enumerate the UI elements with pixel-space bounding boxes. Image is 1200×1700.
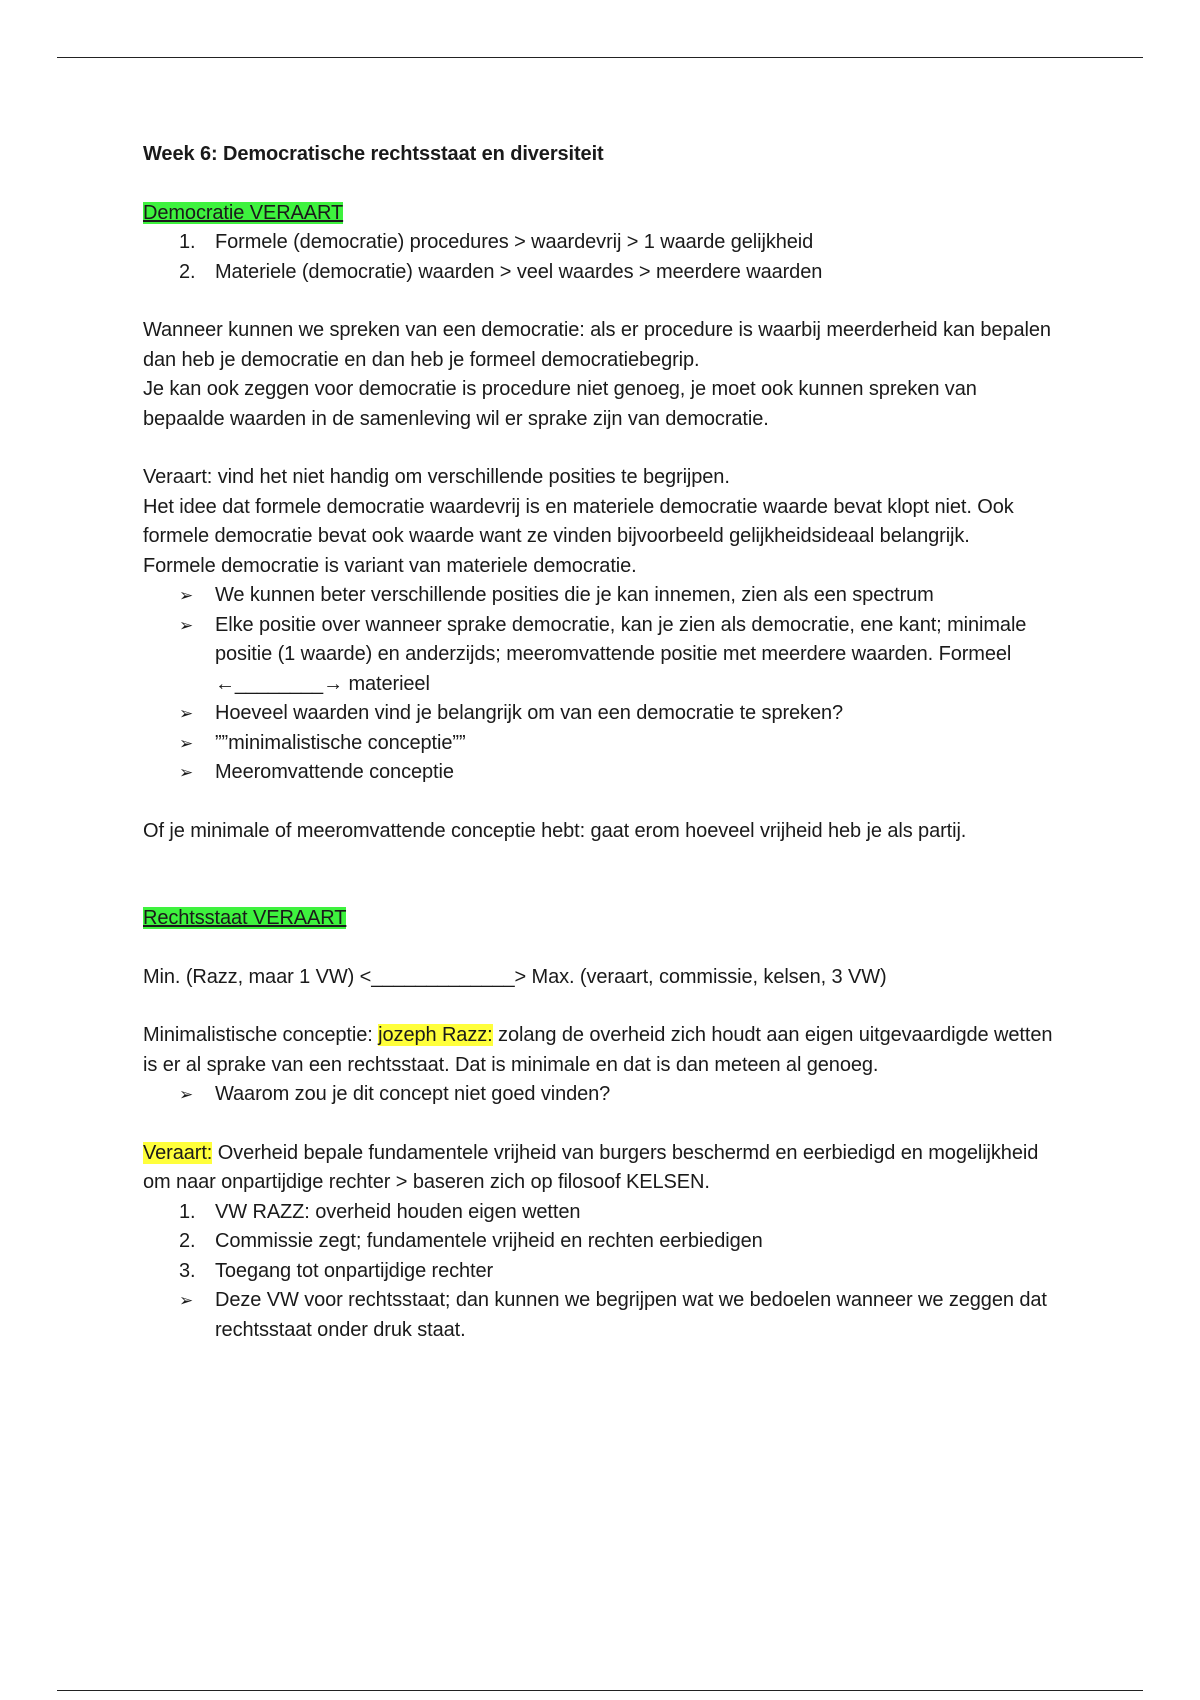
bullet-list — [143, 581, 1053, 788]
list-number: 2. — [179, 1230, 196, 1252]
list-text: Elke positie over wanneer sprake democratie, kan je zien als democratie, ene kant; minimale positie (1 waarde) en anderzijds; meeromvattende positie met meerdere waarden. Formeel ←________→ materieel — [215, 613, 1027, 695]
list-text: Deze VW voor rechtsstaat; dan kunnen we begrijpen wat we bedoelen wanneer we zeggen dat rechtsstaat onder druk staat. — [215, 1289, 1047, 1341]
list-item — [143, 611, 1053, 700]
scale-line: Min. (Razz, maar 1 VW) <_____________> Max. (veraart, commissie, kelsen, 3 VW) — [143, 965, 887, 988]
bullet-list — [143, 1080, 1053, 1110]
arrow-bullet-icon: ➢ — [179, 1085, 194, 1104]
paragraph-text: zolang de overheid zich houdt aan eigen uitgevaardigde wetten is er al sprake van een rechtsstaat. Dat is minimale en dat is dan meteen al genoeg. — [143, 1024, 1053, 1076]
list-number: 1. — [179, 231, 196, 253]
arrow-bullet-icon: ➢ — [179, 1291, 194, 1310]
document-page — [143, 140, 1053, 1345]
list-text: Waarom zou je dit concept niet goed vinden? — [215, 1083, 611, 1105]
list-item — [143, 758, 1053, 788]
list-item — [143, 581, 1053, 611]
list-text: Materiele (democratie) waarden > veel waardes > meerdere waarden — [215, 260, 823, 283]
paragraph — [143, 1139, 1053, 1198]
paragraph: Of je minimale of meeromvattende conceptie hebt: gaat erom hoeveel vrijheid heb je als partij. — [143, 819, 967, 842]
list-text: ””minimalistische conceptie”” — [215, 731, 466, 754]
list-item — [143, 699, 1053, 729]
paragraph-text: Overheid bepale fundamentele vrijheid van burgers beschermd en eerbiedigd en mogelijkheid om naar onpartijdige rechter > baseren zich op filosoof KELSEN. — [143, 1141, 1039, 1193]
name-highlight: Veraart: — [143, 1141, 213, 1164]
paragraph — [143, 1021, 1053, 1080]
list-text: We kunnen beter verschillende posities die je kan innemen, zien als een spectrum — [215, 584, 934, 606]
section-heading-democratie — [143, 199, 1053, 229]
list-text: Toegang tot onpartijdige rechter — [215, 1259, 494, 1282]
paragraph: Het idee dat formele democratie waardevrij is en materiele democratie waarde bevat klopt niet. Ook formele democratie bevat ook waarde want ze vinden bijvoorbeeld gelijkheidsideaal belangrijk. — [143, 495, 1014, 547]
list-item — [143, 1257, 1053, 1287]
bullet-list — [143, 1286, 1053, 1345]
list-text: Commissie zegt; fundamentele vrijheid en rechten eerbiedigen — [215, 1230, 763, 1252]
list-number: 1. — [179, 1200, 196, 1223]
heading-highlight: Rechtsstaat VERAART — [143, 907, 347, 929]
list-number: 3. — [179, 1259, 196, 1282]
footer-rule — [57, 1690, 1143, 1691]
paragraph: Wanneer kunnen we spreken van een democratie: als er procedure is waarbij meerderheid kan bepalen dan heb je democratie en dan heb je formeel democratiebegrip. — [143, 319, 1051, 371]
list-item — [143, 1227, 1053, 1257]
heading-highlight: Democratie VERAART — [143, 201, 344, 224]
list-text: Meeromvattende conceptie — [215, 761, 454, 783]
list-text: Formele (democratie) procedures > waardevrij > 1 waarde gelijkheid — [215, 231, 814, 253]
list-item — [143, 729, 1053, 759]
paragraph: Formele democratie is variant van materiele democratie. — [143, 554, 637, 577]
arrow-bullet-icon: ➢ — [179, 586, 194, 605]
list-item — [143, 1080, 1053, 1110]
list-item — [143, 1286, 1053, 1345]
list-number: 2. — [179, 260, 196, 283]
name-highlight: jozeph Razz: — [378, 1024, 493, 1046]
list-text: VW RAZZ: overheid houden eigen wetten — [215, 1200, 581, 1223]
paragraph-prefix: Minimalistische conceptie: — [143, 1024, 379, 1046]
paragraph: Je kan ook zeggen voor democratie is procedure niet genoeg, je moet ook kunnen spreken van bepaalde waarden in de samenleving wil er sprake zijn van democratie. — [143, 378, 977, 430]
arrow-bullet-icon: ➢ — [179, 704, 194, 723]
numbered-list — [143, 1198, 1053, 1287]
numbered-list — [143, 228, 1053, 287]
arrow-bullet-icon: ➢ — [179, 763, 194, 782]
document-title: Week 6: Democratische rechtsstaat en diversiteit — [143, 143, 604, 165]
list-item — [143, 228, 1053, 258]
paragraph: Veraart: vind het niet handig om verschillende posities te begrijpen. — [143, 466, 730, 488]
arrow-bullet-icon: ➢ — [179, 733, 194, 753]
arrow-bullet-icon: ➢ — [179, 615, 194, 635]
list-item — [143, 1198, 1053, 1228]
header-rule — [57, 57, 1143, 58]
list-item — [143, 258, 1053, 288]
section-heading-rechtsstaat — [143, 904, 1053, 934]
list-text: Hoeveel waarden vind je belangrijk om van een democratie te spreken? — [215, 702, 844, 724]
